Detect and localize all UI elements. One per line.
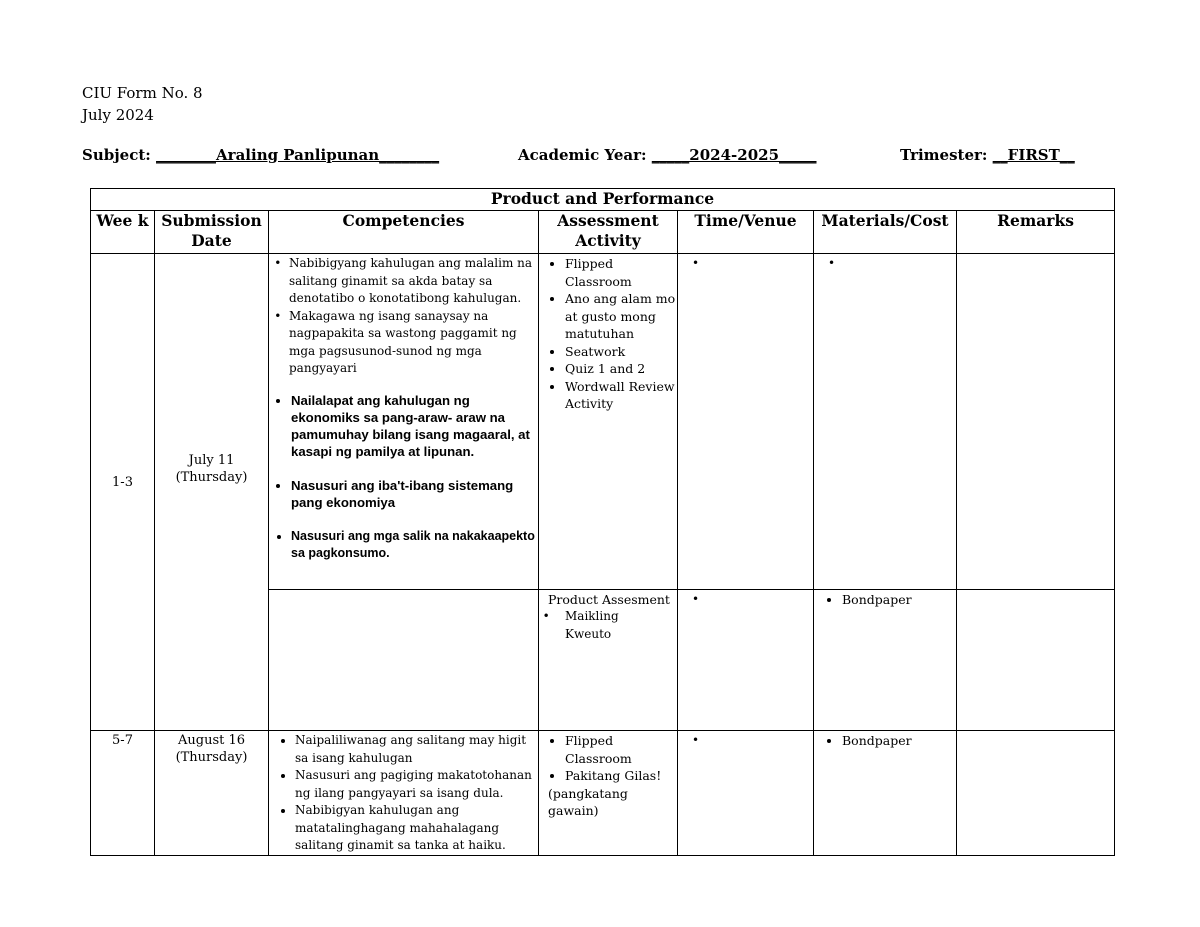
submission-date-cell	[155, 254, 269, 731]
time-venue-cell: •	[678, 590, 814, 731]
assessment-item: • Flipped Classroom	[565, 255, 677, 290]
product-performance-table	[90, 188, 1115, 856]
trimester-label: Trimester:	[900, 146, 993, 164]
col-header-assessment-activity: Assessment Activity	[539, 211, 678, 254]
trimester-field	[900, 146, 1075, 164]
date-text: August 16	[177, 733, 246, 748]
time-venue-cell: •	[678, 731, 814, 856]
academic-year-value: _____2024-2025_____	[651, 146, 817, 164]
subject-field	[82, 146, 439, 164]
competency-item: • Naipaliliwanag ang salitang may higit sa isang kahulugan	[295, 732, 538, 767]
assessment-item: • Quiz 1 and 2	[565, 360, 677, 378]
materials-cell: •	[814, 254, 957, 590]
assessment-item: • Flipped Classroom	[565, 732, 677, 767]
form-number: CIU Form No. 8	[82, 84, 203, 102]
competency-item: • Nasusuri ang iba't-ibang sistemang pang ekonomiya	[291, 477, 538, 511]
competency-item: • Makagawa ng isang sanaysay na nagpapakita sa wastong paggamit ng mga pagsusunod-sunod ng mga pangyayari	[289, 308, 538, 378]
competencies-cell	[269, 731, 539, 856]
trimester-value: __FIRST__	[992, 146, 1075, 164]
assessment-extra: (pangkatang gawain)	[548, 785, 628, 818]
col-header-week: Wee k	[91, 211, 155, 254]
assessment-cell	[539, 731, 678, 856]
week-cell: 1-3	[91, 254, 155, 731]
table-row	[91, 254, 1115, 590]
date-text: July 11	[188, 453, 235, 468]
day-text: (Thursday)	[175, 470, 248, 485]
academic-year-label: Academic Year:	[518, 146, 652, 164]
assessment-item: • Ano ang alam mo at gusto mong matutuhan	[565, 290, 677, 343]
table-row	[91, 731, 1115, 856]
competencies-cell	[269, 254, 539, 590]
form-date: July 2024	[82, 106, 154, 124]
submission-date-cell	[155, 731, 269, 856]
academic-year-field	[518, 146, 817, 164]
time-venue-cell: •	[678, 254, 814, 590]
remarks-cell	[957, 590, 1115, 731]
col-header-remarks: Remarks	[957, 211, 1115, 254]
competency-item: • Nailalapat ang kahulugan ng ekonomiks sa pang-araw- araw na pamumuhay bilang isang magaaral, at kasapi ng pamilya at lipunan.	[291, 392, 538, 460]
materials-cell	[814, 590, 957, 731]
product-assessment-label: Product Assesment	[548, 592, 670, 607]
assessment-item: • Seatwork	[565, 343, 677, 361]
col-header-competencies: Competencies	[269, 211, 539, 254]
info-line	[82, 146, 1082, 168]
day-text: (Thursday)	[175, 750, 248, 765]
material-item: • Bondpaper	[842, 591, 956, 609]
remarks-cell	[957, 254, 1115, 590]
subject-label: Subject:	[82, 146, 157, 164]
assessment-item: • Wordwall Review Activity	[565, 378, 677, 413]
materials-cell	[814, 731, 957, 856]
assessment-item: • Maikling Kweuto	[565, 608, 677, 643]
competency-item: • Nabibigyan kahulugan ang matatalinghagang mahahalagang salitang ginamit sa tanka at haiku.	[295, 802, 538, 855]
col-header-submission-date: Submission Date	[155, 211, 269, 254]
table-title: Product and Performance	[91, 189, 1115, 211]
competency-item: • Nabibigyang kahulugan ang malalim na salitang ginamit sa akda batay sa denotatibo o konotatibong kahulugan.	[289, 255, 538, 308]
remarks-cell	[957, 731, 1115, 856]
col-header-time-venue: Time/Venue	[678, 211, 814, 254]
competency-item: • Nasusuri ang pagiging makatotohanan ng ilang pangyayari sa isang dula.	[295, 767, 538, 802]
assessment-item: • Pakitang Gilas!	[565, 767, 677, 785]
assessment-cell	[539, 590, 678, 731]
subject-value: ________Araling Panlipunan________	[156, 146, 440, 164]
assessment-cell	[539, 254, 678, 590]
week-cell: 5-7	[91, 731, 155, 856]
competencies-cell	[269, 590, 539, 731]
col-header-materials-cost: Materials/Cost	[814, 211, 957, 254]
competency-item: • Nasusuri ang mga salik na nakakaapekto sa pagkonsumo.	[291, 528, 538, 562]
material-item: • Bondpaper	[842, 732, 956, 750]
